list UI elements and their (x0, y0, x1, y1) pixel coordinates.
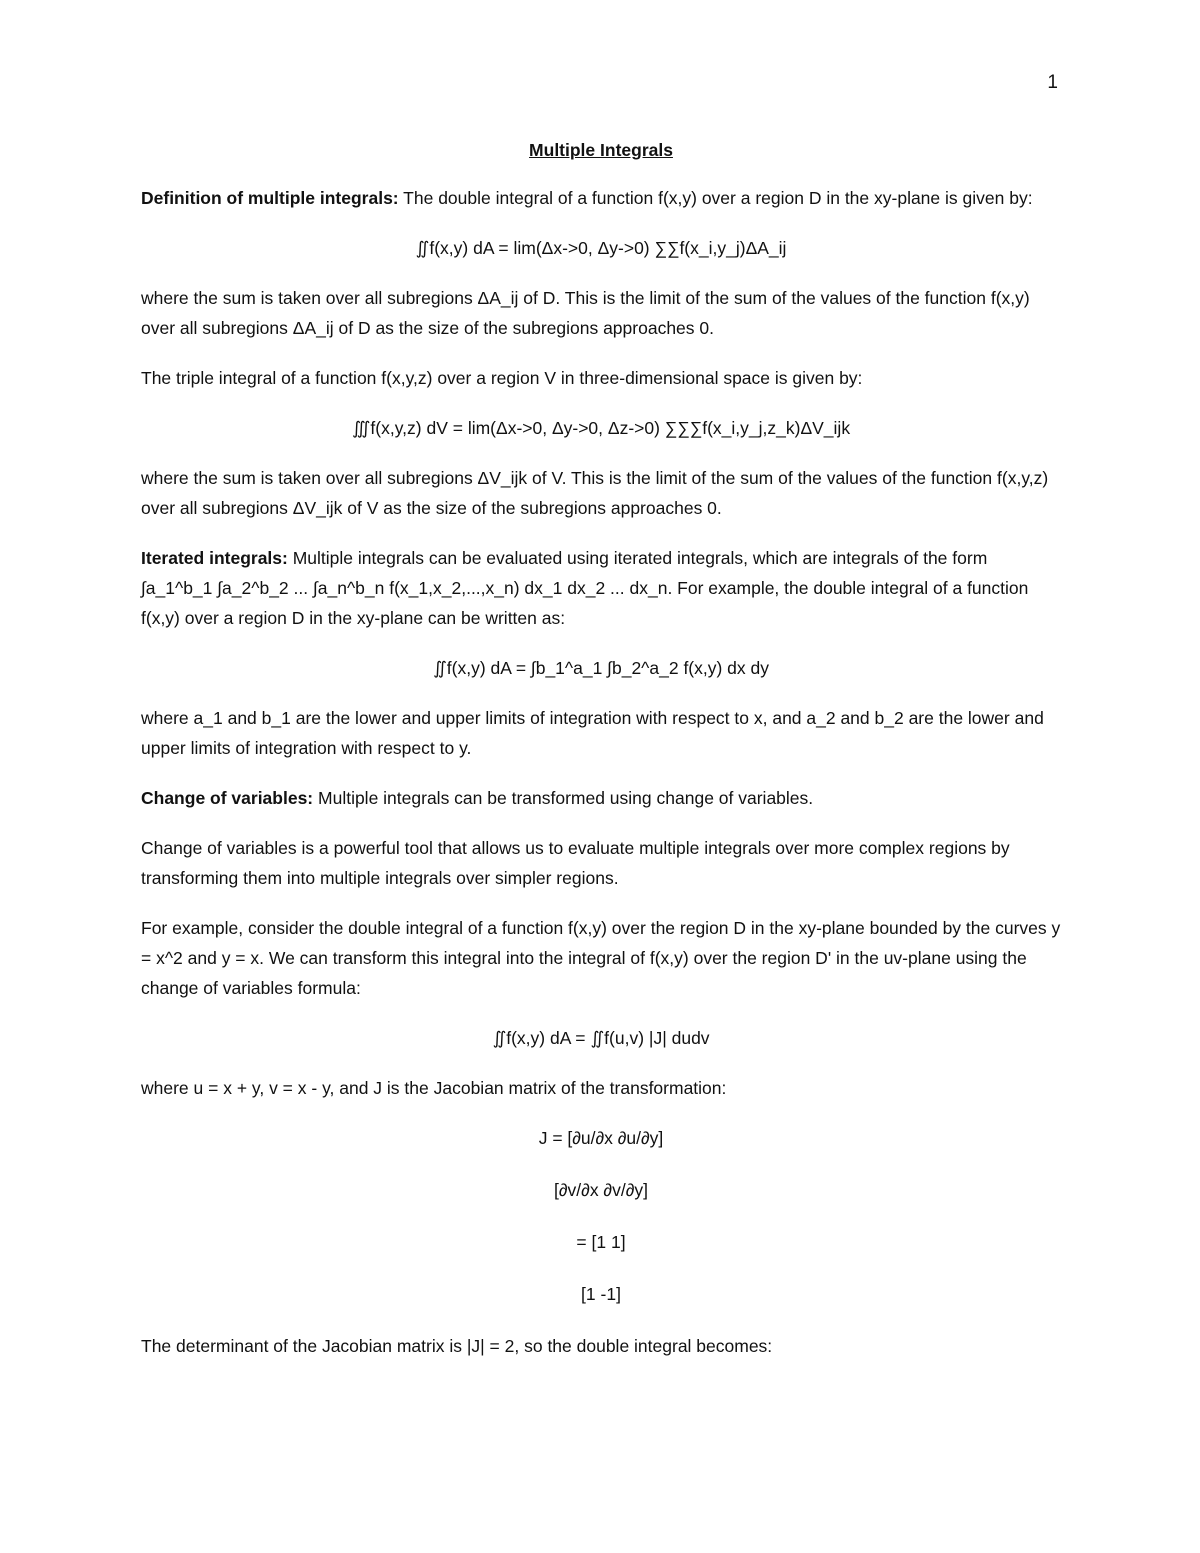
change-para-4: The determinant of the Jacobian matrix is |J| = 2, so the double integral becomes: (141, 1336, 773, 1356)
page-number: 1 (1047, 72, 1058, 93)
definition-heading: Definition of multiple integrals: (141, 188, 399, 208)
jacobian-line-1: J = [∂u/∂x ∂u/∂y] (538, 1128, 664, 1148)
iterated-intro (141, 543, 1061, 633)
change-heading: Change of variables: (141, 788, 314, 808)
change-intro-text: Multiple integrals can be transformed using change of variables. (313, 788, 814, 808)
change-para-2: For example, consider the double integral of a function f(x,y) over the region D in the xy-plane bounded by the curves y = x^2 and y = x. We can transform this integral into the integral of f(x,y) over the region D' in the uv-plane using the change of variables formula: (141, 918, 1061, 998)
triple-integral-equation: ∭f(x,y,z) dV = lim(Δx->0, Δy->0, Δz->0) ∑∑∑f(x_i,y_j,z_k)ΔV_ijk (351, 418, 851, 438)
definition-intro (141, 183, 1061, 213)
change-intro (141, 783, 1061, 813)
definition-para-1: where the sum is taken over all subregions ΔA_ij of D. This is the limit of the sum of the values of the function f(x,y) over all subregions ΔA_ij of D as the size of the subregions approaches 0. (141, 288, 1030, 338)
definition-intro-text: The double integral of a function f(x,y) over a region D in the xy-plane is given by: (398, 188, 1033, 208)
jacobian-line-2: [∂v/∂x ∂v/∂y] (554, 1180, 648, 1200)
change-para-1: Change of variables is a powerful tool that allows us to evaluate multiple integrals over more complex regions by transforming them into multiple integrals over simpler regions. (141, 838, 1010, 888)
change-equation: ∬f(x,y) dA = ∬f(u,v) |J| dudv (492, 1028, 710, 1048)
iterated-heading: Iterated integrals: (141, 548, 288, 568)
double-integral-equation: ∬f(x,y) dA = lim(Δx->0, Δy->0) ∑∑f(x_i,y_j)ΔA_ij (415, 238, 787, 258)
jacobian-line-3: = [1 1] (576, 1232, 626, 1252)
document-body (141, 140, 1061, 1381)
iterated-intro-text: Multiple integrals can be evaluated using iterated integrals, which are integrals of the form ∫a_1^b_1 ∫a_2^b_2 ... ∫a_n^b_n f(x_1,x_2,...,x_n) dx_1 dx_2 ... dx_n. For example, the double integral of a function f(x,y) over a region D in the xy-plane can be written as: (141, 548, 1029, 628)
iterated-equation: ∬f(x,y) dA = ∫b_1^a_1 ∫b_2^a_2 f(x,y) dx dy (432, 658, 770, 678)
iterated-para: where a_1 and b_1 are the lower and upper limits of integration with respect to x, and a_2 and b_2 are the lower and upper limits of integration with respect to y. (141, 708, 1044, 758)
definition-para-2: The triple integral of a function f(x,y,z) over a region V in three-dimensional space is given by: (141, 368, 863, 388)
document-title: Multiple Integrals (529, 140, 673, 160)
jacobian-line-4: [1 -1] (581, 1284, 621, 1304)
change-para-3: where u = x + y, v = x - y, and J is the Jacobian matrix of the transformation: (141, 1078, 727, 1098)
definition-para-3: where the sum is taken over all subregions ΔV_ijk of V. This is the limit of the sum of the values of the function f(x,y,z) over all subregions ΔV_ijk of V as the size of the subregions approaches 0. (141, 468, 1049, 518)
